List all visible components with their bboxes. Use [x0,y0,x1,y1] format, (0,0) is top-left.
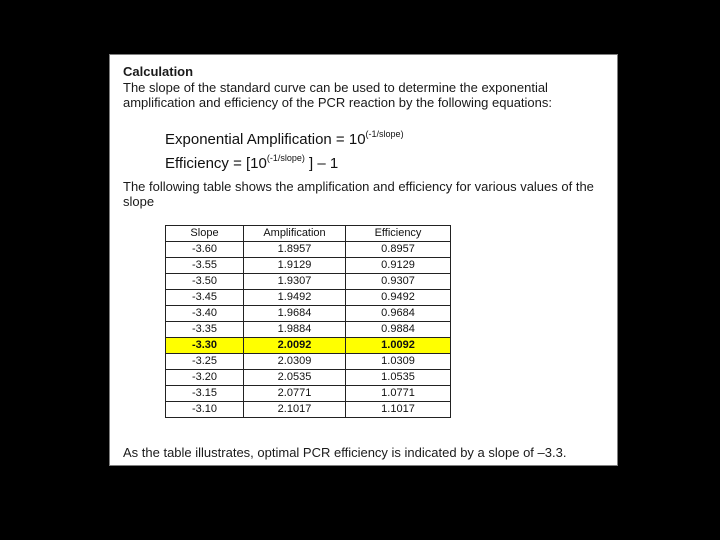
efficiency-cell: 0.9307 [346,274,451,290]
table-row [166,354,451,370]
amplification-exponent: (-1/slope) [365,129,404,139]
amplification-cell: 1.8957 [244,242,346,258]
table-row [166,242,451,258]
efficiency-cell: 0.9884 [346,322,451,338]
slide [109,54,618,466]
amplification-cell: 1.9684 [244,306,346,322]
amplification-equation-text: Exponential Amplification = 10 [165,131,366,148]
slope-cell: -3.55 [166,258,244,274]
slope-cell: -3.40 [166,306,244,322]
slope-cell: -3.35 [166,322,244,338]
table-row [166,258,451,274]
slope-cell: -3.25 [166,354,244,370]
efficiency-cell: 1.0309 [346,354,451,370]
efficiency-cell: 0.9492 [346,290,451,306]
efficiency-equation-text: Efficiency = [10 [165,155,267,172]
table-row [166,402,451,418]
amplification-cell: 2.0309 [244,354,346,370]
table-body [166,242,451,418]
efficiency-cell: 1.0771 [346,386,451,402]
table-row [166,386,451,402]
intro-paragraph: The slope of the standard curve can be used to determine the exponential amplification and efficiency of the PCR reaction by the following equations: [123,80,553,110]
table-row [166,370,451,386]
amplification-cell: 1.9307 [244,274,346,290]
slope-cell: -3.15 [166,386,244,402]
efficiency-exponent: (-1/slope) [266,153,305,163]
table-row [166,274,451,290]
table-row [166,290,451,306]
slope-cell: -3.60 [166,242,244,258]
section-heading: Calculation [123,64,194,79]
table-row-highlighted [166,338,451,354]
efficiency-cell: 1.1017 [346,402,451,418]
slope-cell: -3.20 [166,370,244,386]
amplification-equation [165,125,404,149]
efficiency-equation-suffix: ] – 1 [304,155,339,172]
slope-cell: -3.50 [166,274,244,290]
slope-cell: -3.30 [166,338,244,354]
efficiency-equation [165,149,404,173]
equations-block [165,125,404,173]
amplification-cell: 1.9492 [244,290,346,306]
slope-table [165,225,451,418]
footer-text: As the table illustrates, optimal PCR efficiency is indicated by a slope of –3.3. [123,445,567,460]
slope-cell: -3.10 [166,402,244,418]
table-row [166,322,451,338]
amplification-cell: 1.9884 [244,322,346,338]
amplification-cell: 2.1017 [244,402,346,418]
efficiency-cell: 0.9129 [346,258,451,274]
header-slope: Slope [166,226,244,242]
amplification-cell: 2.0771 [244,386,346,402]
amplification-cell: 2.0092 [244,338,346,354]
efficiency-cell: 1.0092 [346,338,451,354]
efficiency-cell: 1.0535 [346,370,451,386]
efficiency-cell: 0.8957 [346,242,451,258]
amplification-cell: 1.9129 [244,258,346,274]
header-efficiency: Efficiency [346,226,451,242]
table-description: The following table shows the amplification and efficiency for various values of the slope [123,179,594,209]
slope-cell: -3.45 [166,290,244,306]
table-row [166,306,451,322]
amplification-cell: 2.0535 [244,370,346,386]
efficiency-cell: 0.9684 [346,306,451,322]
header-amplification: Amplification [244,226,346,242]
table-header-row [166,226,451,242]
